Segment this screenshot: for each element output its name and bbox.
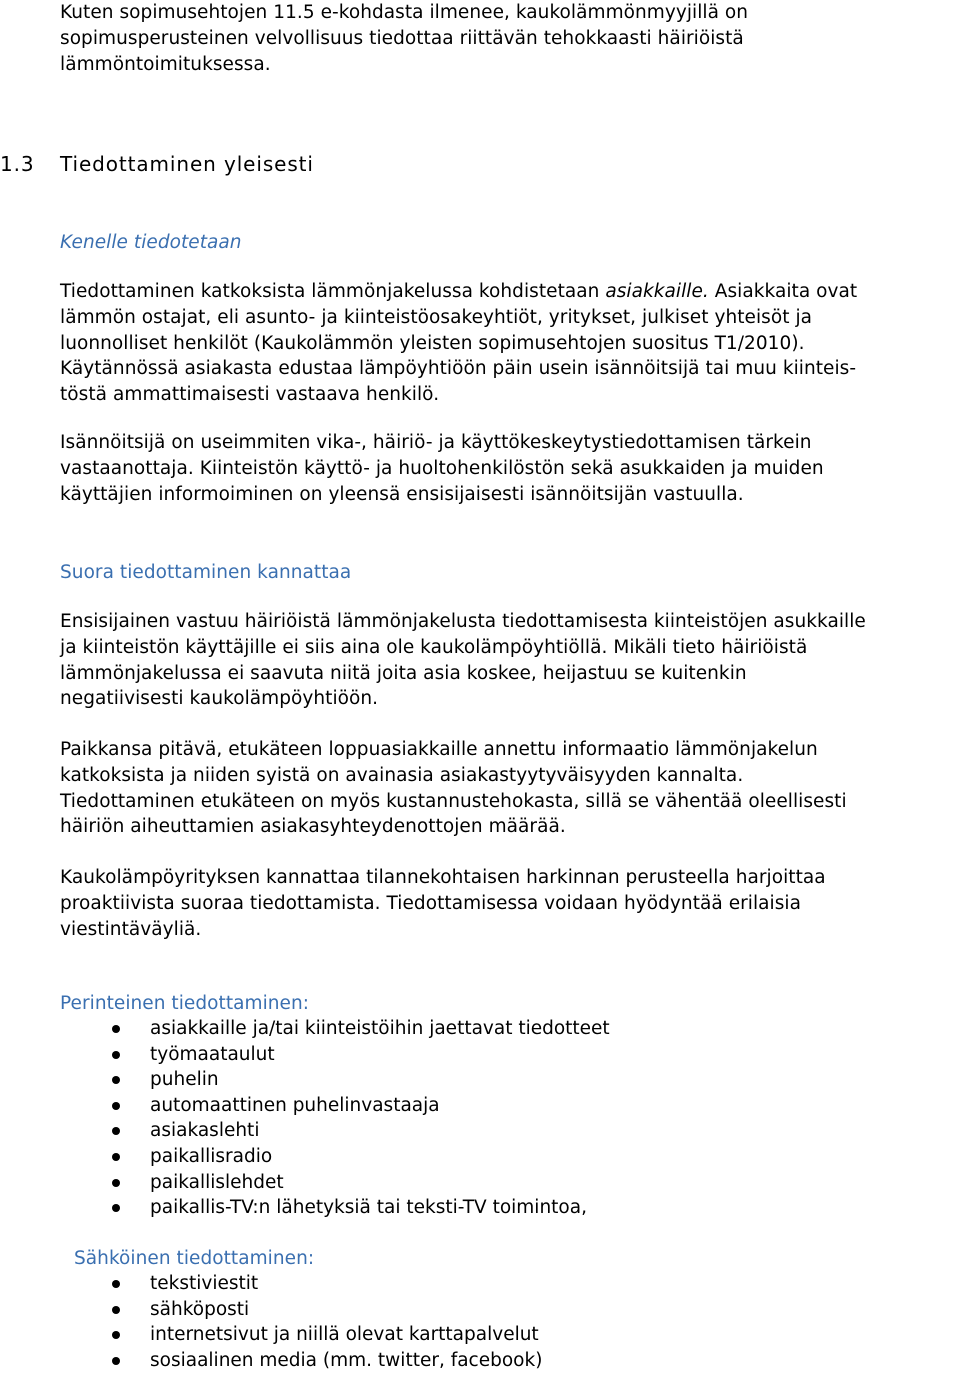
list-item [60, 1297, 542, 1323]
list-item [60, 1144, 610, 1170]
text-line: proaktiivista suoraa tiedottamista. Tiedottamisessa voidaan hyödyntää erilaisia [60, 892, 802, 914]
section-heading [0, 152, 900, 178]
emphasis-text: asiakkaille. [605, 281, 709, 302]
bullet-icon [112, 1127, 120, 1135]
text-line: käyttäjien informoiminen on yleensä ensisijaisesti isännöitsijän vastuulla. [60, 483, 744, 505]
section-title: Tiedottaminen yleisesti [60, 152, 314, 176]
text-line: Isännöitsijä on useimmiten vika-, häiriö- ja käyttökeskeytystiedottamisen tärkein [60, 432, 812, 453]
list-item-label: paikallisradio [150, 1145, 273, 1167]
list-item [60, 1118, 610, 1144]
text-line: katkoksista ja niiden syistä on avainasia asiakastyytyväisyyden kannalta. [60, 764, 744, 786]
list-item [60, 1195, 610, 1221]
list-item [60, 1067, 610, 1093]
bullet-icon [112, 1357, 120, 1365]
subheading-suora: Suora tiedottaminen kannattaa [60, 562, 352, 583]
list-item [60, 1170, 610, 1196]
text-line: töstä ammattimaisesti vastaava henkilö. [60, 384, 440, 406]
text-line: luonnolliset henkilöt (Kaukolämmön yleisten sopimusehtojen suositus T1/2010). [60, 332, 805, 354]
text-line: negatiivisesti kaukolämpöyhtiöön. [60, 688, 379, 710]
intro-paragraph [60, 0, 960, 77]
text-line: Käytännössä asiakasta edustaa lämpöyhtiöön päin usein isännöitsijä tai muu kiinteis- [60, 358, 857, 380]
list-item [60, 1016, 610, 1042]
text-line: sopimusperusteinen velvollisuus tiedottaa riittävän tehokkaasti häiriöistä [60, 27, 744, 49]
text-line: vastaanottaja. Kiinteistön käyttö- ja huoltohenkilöstön sekä asukkaiden ja muiden [60, 457, 824, 479]
text-line: lämmönjakelussa ei saavuta niitä joita asia koskee, heijastuu se kuitenkin [60, 662, 747, 684]
list-item-label: asiakkaille ja/tai kiinteistöihin jaettavat tiedotteet [150, 1018, 610, 1039]
electronic-list [60, 1271, 542, 1373]
bullet-icon [112, 1102, 120, 1110]
electronic-list-title: Sähköinen tiedottaminen: [74, 1248, 315, 1269]
list-item-label: sähköposti [150, 1298, 250, 1320]
bullet-icon [112, 1331, 120, 1339]
list-item [60, 1042, 610, 1068]
bullet-icon [112, 1280, 120, 1288]
text-line: lämmön ostajat, eli asunto- ja kiinteistöosakeyhtiöt, yritykset, julkiset yhteisöt ja [60, 306, 813, 328]
subheading-kenelle: Kenelle tiedotetaan [60, 232, 242, 253]
text-line: häiriön aiheuttamien asiakasyhteydenottojen määrää. [60, 816, 566, 838]
list-item [60, 1271, 542, 1297]
list-item [60, 1348, 542, 1374]
bullet-icon [112, 1051, 120, 1059]
paragraph-advance-information [60, 737, 960, 840]
traditional-list [60, 1016, 610, 1221]
text-line: Kaukolämpöyrityksen kannattaa tilannekohtaisen harkinnan perusteella harjoittaa [60, 867, 826, 888]
text-line: ja kiinteistön käyttäjille ei siis aina ole kaukolämpöyhtiöllä. Mikäli tieto häiriöistä [60, 636, 808, 658]
bullet-icon [112, 1204, 120, 1212]
text-line: viestintäväyliä. [60, 918, 202, 940]
list-item-label: puhelin [150, 1069, 219, 1091]
list-item-label: asiakaslehti [150, 1120, 260, 1142]
list-item-label: sosiaalinen media (mm. twitter, facebook) [150, 1349, 543, 1371]
list-item-label: internetsivut ja niillä olevat karttapalvelut [150, 1324, 539, 1346]
text-line: Kuten sopimusehtojen 11.5 e-kohdasta ilmenee, kaukolämmönmyyjillä on [60, 2, 749, 23]
list-item-label: automaattinen puhelinvastaaja [150, 1094, 440, 1116]
traditional-list-title: Perinteinen tiedottaminen: [60, 993, 310, 1014]
text-segment: Asiakkaita ovat [708, 281, 858, 302]
bullet-icon [112, 1306, 120, 1314]
paragraph-primary-responsibility [60, 609, 960, 712]
list-item-label: paikallis-TV:n lähetyksiä tai teksti-TV toimintoa, [150, 1197, 587, 1219]
paragraph-proactive [60, 865, 960, 942]
list-item [60, 1322, 542, 1348]
paragraph-recipients [60, 279, 960, 408]
list-item [60, 1093, 610, 1119]
bullet-icon [112, 1153, 120, 1161]
section-number: 1.3 [0, 152, 35, 176]
paragraph-property-manager [60, 430, 960, 507]
text-line: Ensisijainen vastuu häiriöistä lämmönjakelusta tiedottamisesta kiinteistöjen asukkaille [60, 611, 866, 632]
bullet-icon [112, 1076, 120, 1084]
text-segment: Tiedottaminen katkoksista lämmönjakelussa kohdistetaan [60, 281, 606, 302]
text-line: lämmöntoimituksessa. [60, 53, 271, 75]
list-item-label: tekstiviestit [150, 1273, 259, 1294]
text-line: Tiedottaminen etukäteen on myös kustannustehokasta, sillä se vähentää oleellisesti [60, 790, 847, 812]
list-item-label: paikallislehdet [150, 1171, 284, 1193]
text-line: Paikkansa pitävä, etukäteen loppuasiakkaille annettu informaatio lämmönjakelun [60, 739, 818, 760]
bullet-icon [112, 1025, 120, 1033]
bullet-icon [112, 1179, 120, 1187]
text-line [60, 279, 960, 305]
list-item-label: työmaataulut [150, 1043, 275, 1065]
